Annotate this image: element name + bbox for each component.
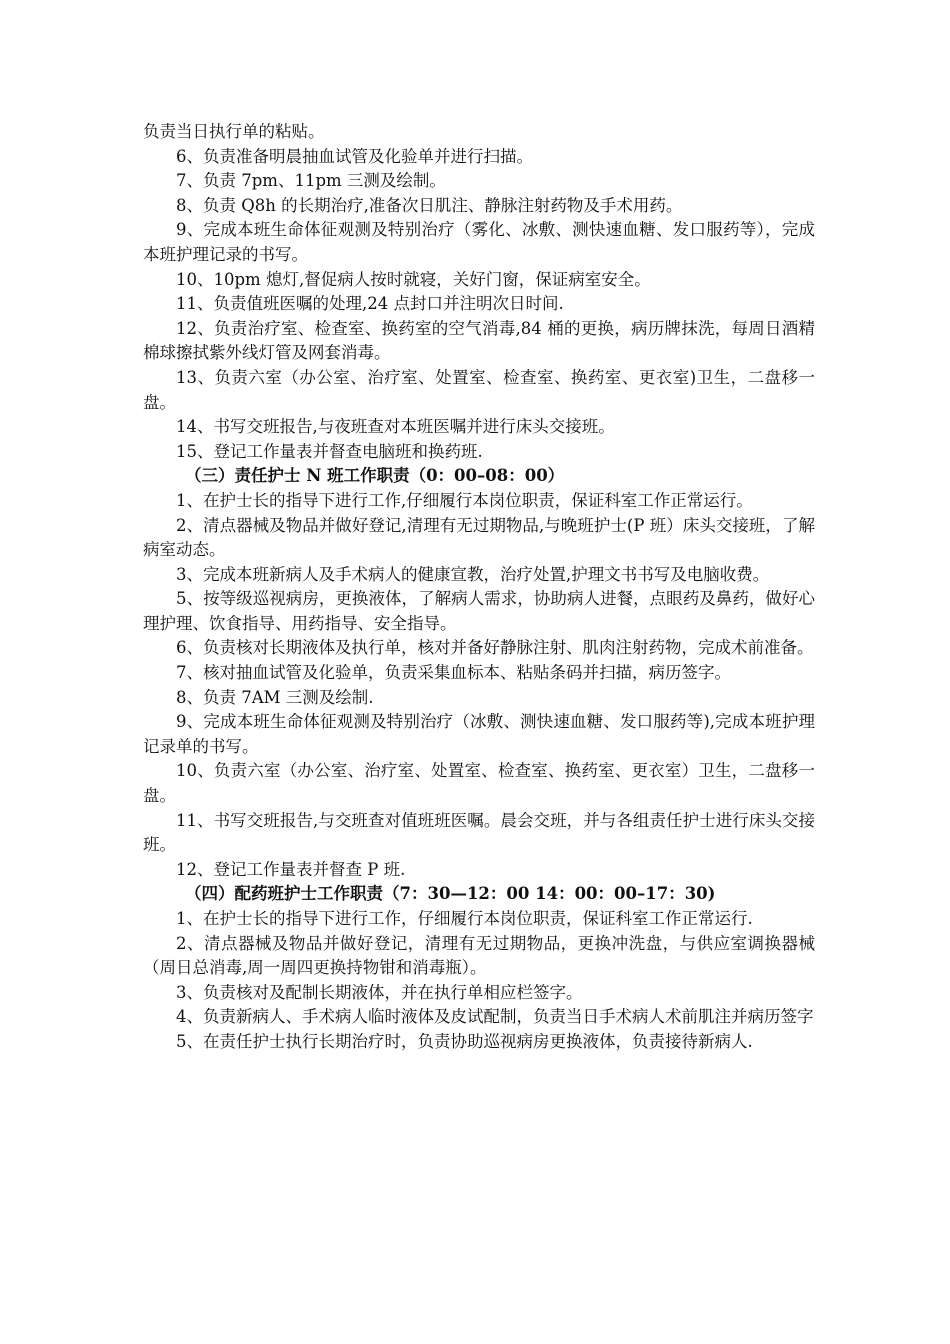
paragraph: 15、登记工作量表并督查电脑班和换药班. [176,441,483,461]
paragraph: 9、完成本班生命体征观测及特别治疗（雾化、冰敷、测快速血糖、发口服药等），完成本班护理记录的书写。 [143,220,815,264]
paragraph: 8、负责 Q8h 的长期治疗,准备次日肌注、静脉注射药物及手术用药。 [176,195,683,215]
paragraph: 5、在责任护士执行长期治疗时，负责协助巡视病房更换液体，负责接待新病人. [176,1031,753,1051]
paragraph: 1、在护士长的指导下进行工作,仔细履行本岗位职责，保证科室工作正常运行。 [176,490,753,510]
paragraph: 负责当日执行单的粘贴。 [143,122,325,141]
paragraph: 13、负责六室（办公室、治疗室、处置室、检查室、换药室、更衣室)卫生，二盘移一盘。 [143,367,815,412]
paragraph: 7、负责 7pm、11pm 三测及绘制。 [176,171,446,191]
paragraph: 8、负责 7AM 三测及绘制. [176,687,374,707]
paragraph: 12、负责治疗室、检查室、换药室的空气消毒,84 桶的更换，病历牌抹洗，每周日酒精棉球擦拭紫外线灯管及网套消毒。 [143,318,815,363]
paragraph: 6、负责核对长期液体及执行单，核对并备好静脉注射、肌肉注射药物，完成术前准备。 [176,638,814,658]
paragraph: 10、10pm 熄灯,督促病人按时就寝，关好门窗，保证病室安全。 [176,269,651,289]
paragraph: 3、完成本班新病人及手术病人的健康宣教，治疗处置,护理文书书写及电脑收费。 [176,564,770,584]
paragraph: 9、完成本班生命体征观测及特别治疗（冰敷、测快速血糖、发口服药等),完成本班护理记录单的书写。 [143,712,815,756]
paragraph: 11、书写交班报告,与交班查对值班班医嘱。晨会交班，并与各组责任护士进行床头交接班。 [143,810,815,855]
paragraph: 3、负责核对及配制长期液体，并在执行单相应栏签字。 [176,982,583,1002]
paragraph: 2、清点器械及物品并做好登记，清理有无过期物品，更换冲洗盘，与供应室调换器械（周日总消毒,周一周四更换持物钳和消毒瓶）。 [143,933,815,978]
section-heading-n-shift: （三）责任护士 N 班工作职责（0：00–08：00） [185,466,565,486]
paragraph: 2、清点器械及物品并做好登记,清理有无过期物品,与晚班护士(P 班）床头交接班，了解病室动态。 [143,515,815,560]
paragraph: 10、负责六室（办公室、治疗室、处置室、检查室、换药室、更衣室）卫生，二盘移一盘。 [143,761,815,806]
section-heading-pharmacy-shift: （四）配药班护士工作职责（7：30—12：00 14：00：00–17：30) [185,884,716,904]
paragraph: 1、在护士长的指导下进行工作，仔细履行本岗位职责，保证科室工作正常运行. [176,909,753,928]
paragraph: 6、负责准备明晨抽血试管及化验单并进行扫描。 [176,146,533,166]
paragraph: 5、按等级巡视病房，更换液体，了解病人需求，协助病人进餐，点眼药及鼻药，做好心理护理、饮食指导、用药指导、安全指导。 [143,589,815,633]
paragraph: 12、登记工作量表并督查 P 班. [176,859,406,879]
paragraph: 7、核对抽血试管及化验单，负责采集血标本、粘贴条码并扫描，病历签字。 [176,663,731,683]
paragraph: 11、负责值班医嘱的处理,24 点封口并注明次日时间. [176,294,564,314]
paragraph: 14、书写交班报告,与夜班查对本班医嘱并进行床头交接班。 [176,417,615,437]
document-page [143,120,815,1055]
paragraph: 4、负责新病人、手术病人临时液体及皮试配制，负责当日手术病人术前肌注并病历签字 [176,1007,814,1027]
